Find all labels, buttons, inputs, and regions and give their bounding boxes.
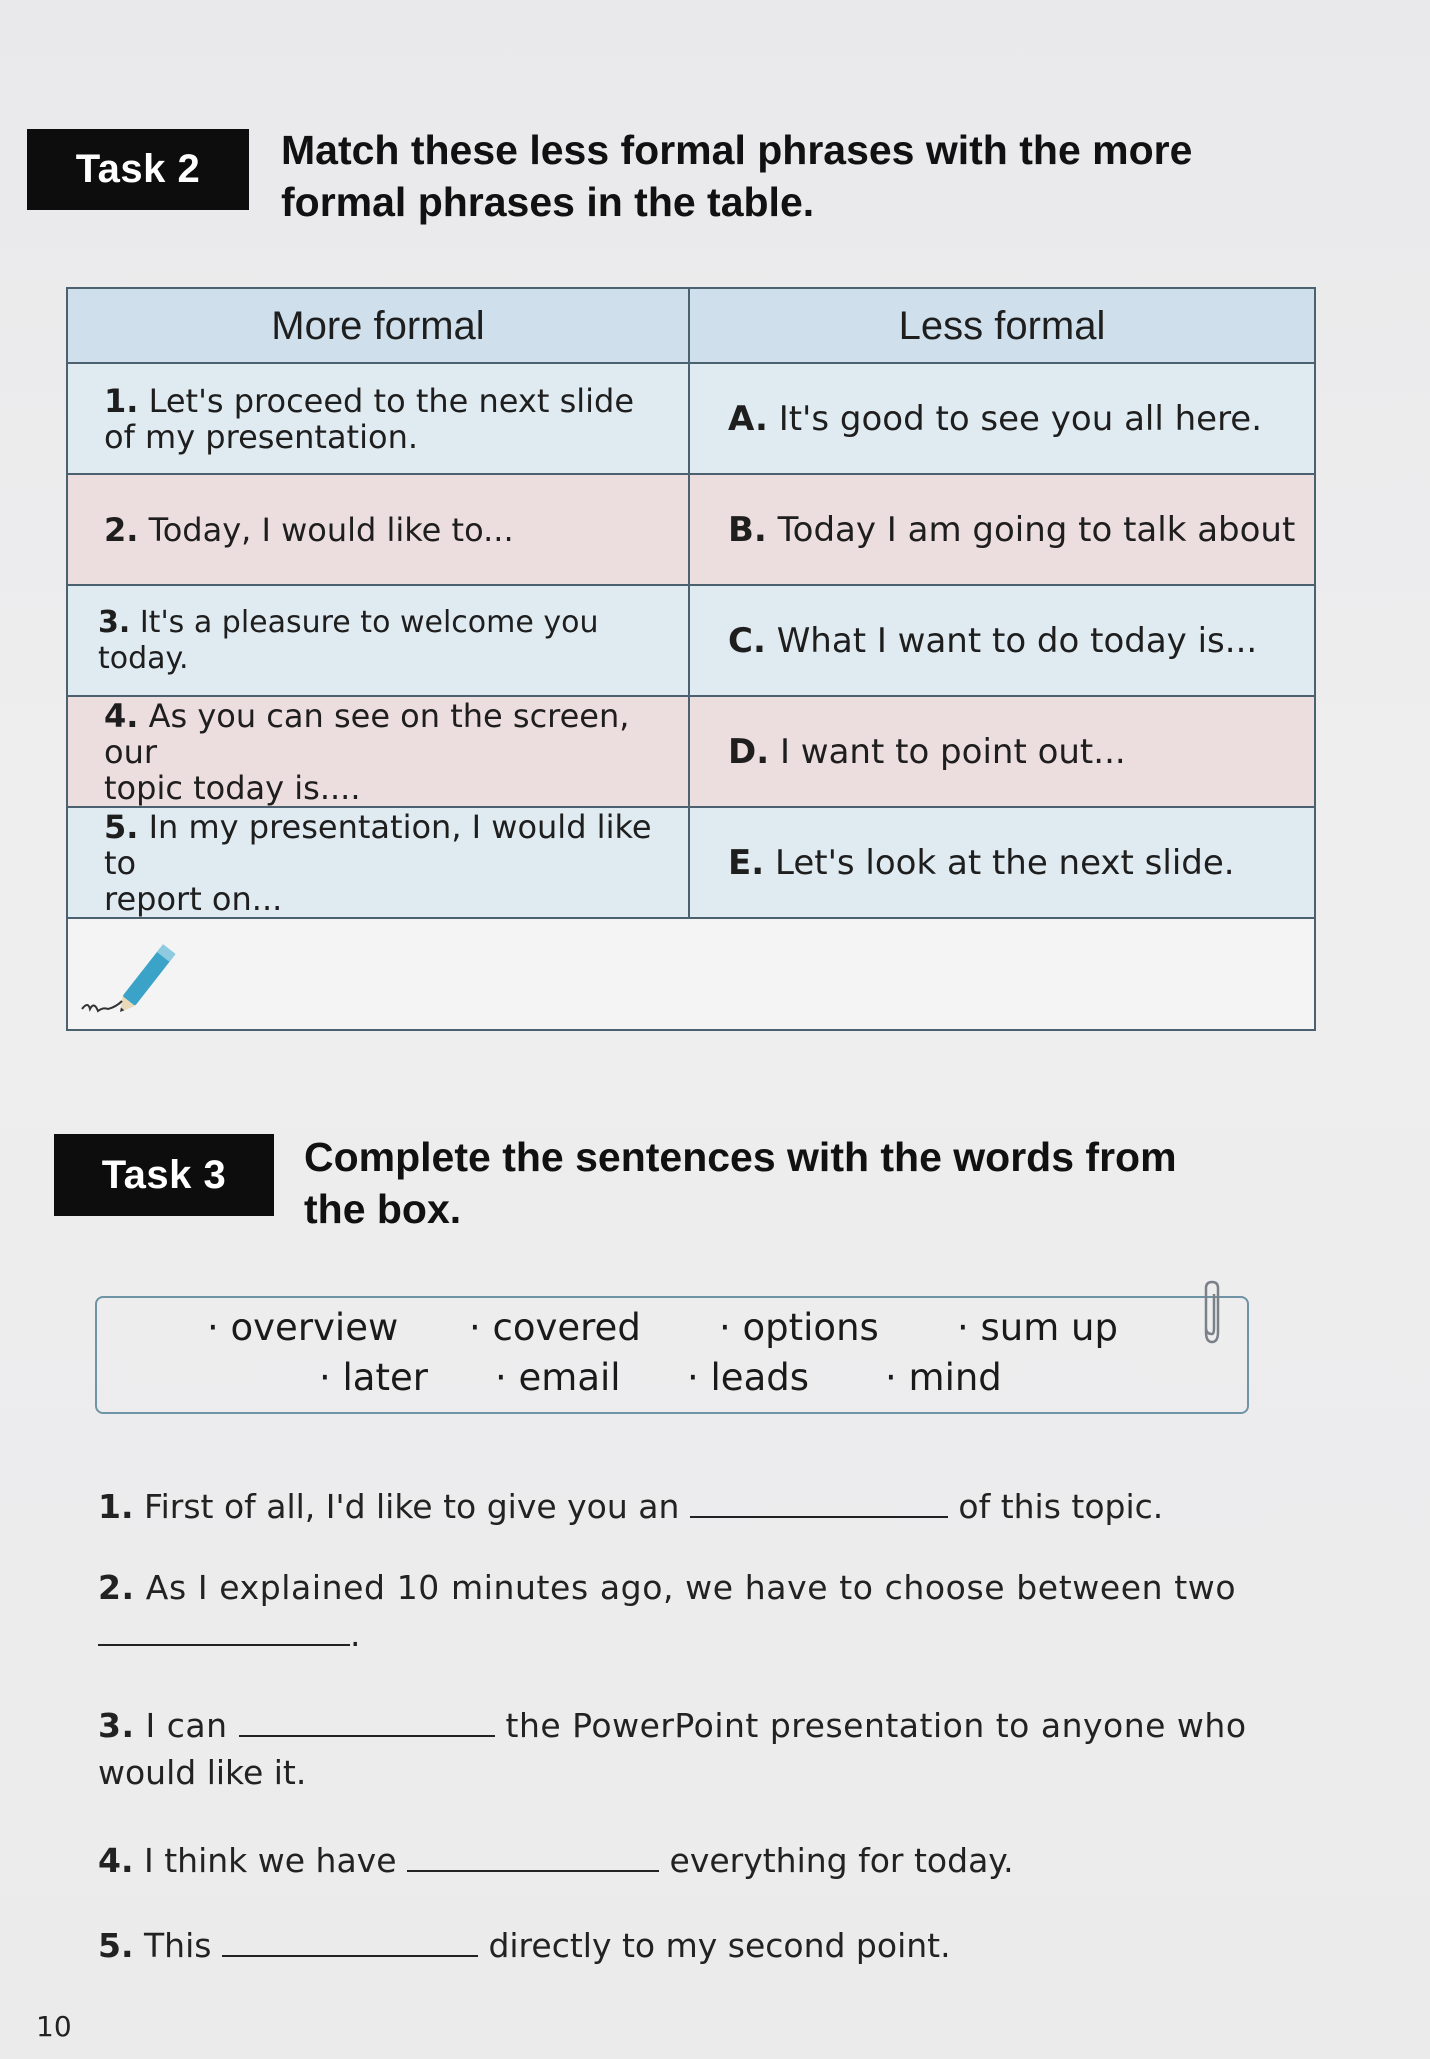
answer-blank-4[interactable] xyxy=(407,1840,659,1872)
formal-phrase-2: 2. Today, I would like to... xyxy=(68,475,690,584)
header-less-formal: Less formal xyxy=(898,303,1106,348)
sentence-3-line2: would like it. xyxy=(98,1753,307,1792)
table-row xyxy=(68,697,1314,808)
sentence-2-line2: . xyxy=(98,1614,361,1654)
pencil-icon xyxy=(78,933,188,1023)
sentence-5: 5. This directly to my second point. xyxy=(98,1926,951,1965)
sentence-3: 3. I can the PowerPoint presentation to anyone who xyxy=(98,1706,1247,1745)
formal-phrase-5: 5. In my presentation, I would like to report on... xyxy=(68,808,690,917)
word-sum-up: · sum up xyxy=(957,1306,1118,1349)
task-3-title-line2: the box. xyxy=(304,1186,462,1232)
table-row xyxy=(68,364,1314,475)
task-3-title-line1: Complete the sentences with the words from xyxy=(304,1134,1177,1180)
answer-writing-area[interactable] xyxy=(68,919,1314,1029)
word-box xyxy=(95,1296,1249,1414)
task-2-title xyxy=(281,124,1192,228)
table-row xyxy=(68,808,1314,919)
sentence-1: 1. First of all, I'd like to give you an of this topic. xyxy=(98,1487,1164,1526)
task-3-title xyxy=(304,1131,1177,1235)
informal-phrase-c: C. What I want to do today is... xyxy=(728,620,1258,661)
table-header-row xyxy=(68,289,1314,364)
table-row xyxy=(68,475,1314,586)
word-later: · later xyxy=(319,1356,428,1399)
informal-phrase-a: A. It's good to see you all here. xyxy=(728,398,1263,439)
informal-phrase-d: D. I want to point out... xyxy=(728,731,1126,772)
task-2-title-line2: formal phrases in the table. xyxy=(281,179,815,225)
word-email: · email xyxy=(495,1356,621,1399)
task-2-title-line1: Match these less formal phrases with the more xyxy=(281,127,1193,173)
word-leads: · leads xyxy=(687,1356,810,1399)
task-2-badge: Task 2 xyxy=(27,129,249,210)
informal-phrase-b: B. Today I am going to talk about xyxy=(728,509,1296,550)
informal-phrase-e: E. Let's look at the next slide. xyxy=(728,842,1235,883)
table-row xyxy=(68,586,1314,697)
word-covered: · covered xyxy=(469,1306,641,1349)
formal-phrase-1: 1. Let's proceed to the next slide of my presentation. xyxy=(68,364,690,473)
sentence-4: 4. I think we have everything for today. xyxy=(98,1841,1014,1880)
page-number: 10 xyxy=(36,2010,72,2043)
answer-blank-3[interactable] xyxy=(239,1705,495,1737)
word-options: · options xyxy=(719,1306,879,1349)
sentence-2: 2. As I explained 10 minutes ago, we have to choose between two xyxy=(98,1568,1237,1607)
formal-phrase-3: 3. It's a pleasure to welcome you today. xyxy=(68,586,690,695)
header-more-formal: More formal xyxy=(68,289,690,362)
matching-table xyxy=(66,287,1316,1031)
answer-blank-1[interactable] xyxy=(690,1486,948,1518)
formal-phrase-4: 4. As you can see on the screen, our topic today is.... xyxy=(68,697,690,806)
answer-blank-2[interactable] xyxy=(98,1614,350,1646)
paperclip-icon xyxy=(1197,1280,1227,1350)
word-overview: · overview xyxy=(207,1306,399,1349)
answer-blank-5[interactable] xyxy=(222,1925,478,1957)
word-mind: · mind xyxy=(885,1356,1002,1399)
task-3-badge: Task 3 xyxy=(54,1134,274,1216)
